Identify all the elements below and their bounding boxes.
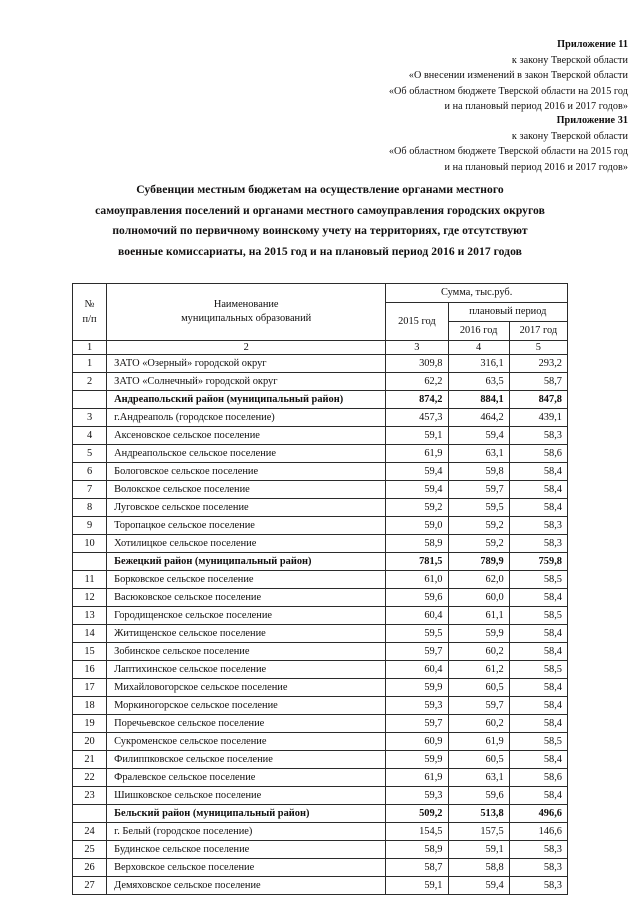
table-row (73, 787, 568, 805)
subvention-table (72, 283, 568, 895)
row-number-cell: 9 (73, 517, 107, 535)
row-number-cell: 13 (73, 607, 107, 625)
page-title (40, 180, 600, 262)
row-value-2016-cell: 464,2 (448, 409, 509, 427)
subvention-table-container (72, 283, 568, 895)
row-value-2017-cell: 58,5 (509, 733, 567, 751)
row-number-cell: 3 (73, 409, 107, 427)
row-number-cell: 21 (73, 751, 107, 769)
row-value-2017-cell: 496,6 (509, 805, 567, 823)
row-number-cell: 1 (73, 355, 107, 373)
table-row (73, 445, 568, 463)
row-name-cell: Моркиногорское сельское поселение (107, 697, 386, 715)
table-row (73, 409, 568, 427)
row-value-2015-cell: 61,9 (386, 769, 448, 787)
row-value-2016-cell: 60,0 (448, 589, 509, 607)
page-title-line-4: военные комиссариаты, на 2015 год и на плановый период 2016 и 2017 годов (118, 244, 522, 258)
row-value-2016-cell: 59,7 (448, 481, 509, 499)
row-value-2017-cell: 58,4 (509, 643, 567, 661)
table-row (73, 373, 568, 391)
table-row (73, 355, 568, 373)
appendix-11-line-3: «О внесении изменений в закон Тверской области (408, 70, 628, 81)
row-name-cell: Андреапольский район (муниципальный район) (107, 391, 386, 409)
table-row (73, 643, 568, 661)
row-name-cell: Васюковское сельское поселение (107, 589, 386, 607)
row-value-2015-cell: 60,9 (386, 733, 448, 751)
row-value-2017-cell: 58,4 (509, 589, 567, 607)
table-body (73, 355, 568, 895)
row-value-2015-cell: 59,0 (386, 517, 448, 535)
appendix-11-line-2: к закону Тверской области (511, 54, 628, 66)
row-name-cell: Бежецкий район (муниципальный район) (107, 553, 386, 571)
row-number-cell: 27 (73, 877, 107, 895)
row-value-2015-cell: 59,9 (386, 751, 448, 769)
row-name-cell: Филиппковское сельское поселение (107, 751, 386, 769)
header-year-2015: 2015 год (386, 303, 448, 341)
header-year-2017: 2017 год (509, 322, 567, 341)
table-row (73, 427, 568, 445)
row-value-2015-cell: 59,3 (386, 787, 448, 805)
header-name-line-2: муниципальных образований (181, 313, 312, 324)
row-value-2016-cell: 59,4 (448, 877, 509, 895)
table-header (73, 284, 568, 355)
page-title-line-1: Субвенции местным бюджетам на осуществление органами местного (136, 183, 504, 196)
row-value-2015-cell: 58,9 (386, 841, 448, 859)
row-value-2017-cell: 58,3 (509, 877, 567, 895)
row-value-2016-cell: 59,2 (448, 535, 509, 553)
row-value-2015-cell: 59,4 (386, 481, 448, 499)
row-name-cell: Лаптихинское сельское поселение (107, 661, 386, 679)
row-number-cell (73, 553, 107, 571)
row-value-2017-cell: 58,6 (509, 445, 567, 463)
header-sum-group: Сумма, тыс.руб. (386, 284, 568, 303)
row-value-2017-cell: 58,4 (509, 697, 567, 715)
table-row (73, 715, 568, 733)
row-name-cell: Андреапольское сельское поселение (107, 445, 386, 463)
row-value-2015-cell: 59,9 (386, 679, 448, 697)
appendix-31-title: Приложение 31 (556, 115, 628, 126)
row-number-cell: 6 (73, 463, 107, 481)
appendix-reference-block-2 (389, 113, 628, 175)
row-name-cell: Поречьевское сельское поселение (107, 715, 386, 733)
row-value-2016-cell: 59,5 (448, 499, 509, 517)
row-value-2016-cell: 63,5 (448, 373, 509, 391)
row-value-2016-cell: 63,1 (448, 769, 509, 787)
row-value-2016-cell: 59,7 (448, 697, 509, 715)
row-value-2016-cell: 61,2 (448, 661, 509, 679)
table-row (73, 751, 568, 769)
row-value-2017-cell: 58,3 (509, 427, 567, 445)
row-number-cell: 10 (73, 535, 107, 553)
row-value-2015-cell: 59,4 (386, 463, 448, 481)
row-number-cell: 7 (73, 481, 107, 499)
table-row (73, 733, 568, 751)
row-value-2017-cell: 146,6 (509, 823, 567, 841)
column-key-3: 3 (386, 341, 448, 355)
row-value-2017-cell: 58,5 (509, 661, 567, 679)
page-title-line-2: самоуправления поселений и органами местного самоуправления городских округов (95, 203, 545, 217)
row-name-cell: ЗАТО «Озерный» городской округ (107, 355, 386, 373)
row-value-2017-cell: 58,4 (509, 499, 567, 517)
row-number-cell: 11 (73, 571, 107, 589)
table-row (73, 625, 568, 643)
row-number-cell: 25 (73, 841, 107, 859)
row-value-2015-cell: 61,9 (386, 445, 448, 463)
row-value-2016-cell: 316,1 (448, 355, 509, 373)
row-name-cell: Михайловогорское сельское поселение (107, 679, 386, 697)
row-number-cell: 5 (73, 445, 107, 463)
row-value-2016-cell: 62,0 (448, 571, 509, 589)
row-number-cell: 22 (73, 769, 107, 787)
row-name-cell: Торопацкое сельское поселение (107, 517, 386, 535)
row-value-2015-cell: 59,1 (386, 427, 448, 445)
row-value-2015-cell: 309,8 (386, 355, 448, 373)
table-row (73, 589, 568, 607)
column-key-1: 1 (73, 341, 107, 355)
row-number-cell: 14 (73, 625, 107, 643)
table-row (73, 517, 568, 535)
appendix-11-line-4: «Об областном бюджете Тверской области на 2015 год (388, 85, 628, 97)
row-name-cell: Бологовское сельское поселение (107, 463, 386, 481)
table-row (73, 571, 568, 589)
row-number-cell: 8 (73, 499, 107, 517)
table-group-row (73, 805, 568, 823)
appendix-11-line-5: и на плановый период 2016 и 2017 годов» (444, 101, 628, 112)
row-name-cell: Городищенское сельское поселение (107, 607, 386, 625)
appendix-11-title: Приложение 11 (557, 39, 628, 50)
row-value-2017-cell: 58,6 (509, 769, 567, 787)
row-value-2017-cell: 58,5 (509, 571, 567, 589)
row-value-2016-cell: 59,8 (448, 463, 509, 481)
row-number-cell: 15 (73, 643, 107, 661)
row-value-2015-cell: 457,3 (386, 409, 448, 427)
row-value-2017-cell: 58,3 (509, 535, 567, 553)
row-value-2016-cell: 884,1 (448, 391, 509, 409)
row-value-2015-cell: 59,5 (386, 625, 448, 643)
row-name-cell: Фралевское сельское поселение (107, 769, 386, 787)
row-name-cell: Волокское сельское поселение (107, 481, 386, 499)
row-value-2016-cell: 157,5 (448, 823, 509, 841)
table-row (73, 535, 568, 553)
row-value-2016-cell: 789,9 (448, 553, 509, 571)
row-value-2015-cell: 781,5 (386, 553, 448, 571)
row-value-2016-cell: 60,5 (448, 679, 509, 697)
column-key-4: 4 (448, 341, 509, 355)
row-value-2017-cell: 293,2 (509, 355, 567, 373)
header-year-2016: 2016 год (448, 322, 509, 341)
column-key-5: 5 (509, 341, 567, 355)
appendix-31-line-3: «Об областном бюджете Тверской области на 2015 год (388, 146, 628, 157)
row-number-cell: 4 (73, 427, 107, 445)
row-value-2015-cell: 154,5 (386, 823, 448, 841)
row-number-cell (73, 805, 107, 823)
row-name-cell: ЗАТО «Солнечный» городской округ (107, 373, 386, 391)
appendix-reference-block-1 (389, 37, 628, 115)
table-row (73, 679, 568, 697)
table-group-row (73, 553, 568, 571)
row-value-2015-cell: 59,3 (386, 697, 448, 715)
row-name-cell: Демяховское сельское поселение (107, 877, 386, 895)
row-value-2015-cell: 59,6 (386, 589, 448, 607)
table-column-key-row (73, 341, 568, 355)
column-key-2: 2 (107, 341, 386, 355)
row-name-cell: Житищенское сельское поселение (107, 625, 386, 643)
row-value-2016-cell: 61,9 (448, 733, 509, 751)
row-value-2017-cell: 58,7 (509, 373, 567, 391)
row-name-cell: Аксеновское сельское поселение (107, 427, 386, 445)
row-value-2015-cell: 60,4 (386, 661, 448, 679)
row-name-cell: Шишковское сельское поселение (107, 787, 386, 805)
row-value-2016-cell: 60,2 (448, 643, 509, 661)
row-value-2015-cell: 509,2 (386, 805, 448, 823)
row-value-2017-cell: 58,4 (509, 715, 567, 733)
row-number-cell: 23 (73, 787, 107, 805)
row-value-2017-cell: 58,5 (509, 607, 567, 625)
row-name-cell: Луговское сельское поселение (107, 499, 386, 517)
row-value-2016-cell: 59,2 (448, 517, 509, 535)
row-value-2016-cell: 60,5 (448, 751, 509, 769)
header-plan-group: плановый период (448, 303, 568, 322)
appendix-31-line-4: и на плановый период 2016 и 2017 годов» (444, 161, 628, 173)
row-number-cell: 2 (73, 373, 107, 391)
row-number-cell: 19 (73, 715, 107, 733)
row-number-cell: 20 (73, 733, 107, 751)
table-row (73, 769, 568, 787)
row-value-2015-cell: 60,4 (386, 607, 448, 625)
table-row (73, 463, 568, 481)
table-row (73, 859, 568, 877)
row-value-2016-cell: 59,9 (448, 625, 509, 643)
row-value-2017-cell: 58,4 (509, 463, 567, 481)
table-row (73, 499, 568, 517)
row-value-2016-cell: 60,2 (448, 715, 509, 733)
row-number-cell: 16 (73, 661, 107, 679)
row-value-2015-cell: 874,2 (386, 391, 448, 409)
row-value-2016-cell: 59,6 (448, 787, 509, 805)
row-name-cell: г.Андреаполь (городское поселение) (107, 409, 386, 427)
row-number-cell: 17 (73, 679, 107, 697)
row-value-2015-cell: 58,7 (386, 859, 448, 877)
row-value-2015-cell: 58,9 (386, 535, 448, 553)
row-value-2017-cell: 58,3 (509, 841, 567, 859)
row-number-cell: 12 (73, 589, 107, 607)
row-number-cell: 18 (73, 697, 107, 715)
row-name-cell: г. Белый (городское поселение) (107, 823, 386, 841)
row-value-2017-cell: 847,8 (509, 391, 567, 409)
row-value-2015-cell: 59,1 (386, 877, 448, 895)
row-value-2016-cell: 61,1 (448, 607, 509, 625)
row-value-2017-cell: 759,8 (509, 553, 567, 571)
header-name-line-1: Наименование (213, 299, 279, 310)
row-value-2017-cell: 58,4 (509, 679, 567, 697)
table-row (73, 481, 568, 499)
row-value-2017-cell: 58,4 (509, 751, 567, 769)
appendix-31-line-2: к закону Тверской области (511, 130, 628, 142)
row-value-2016-cell: 63,1 (448, 445, 509, 463)
row-value-2015-cell: 59,2 (386, 499, 448, 517)
row-value-2016-cell: 59,1 (448, 841, 509, 859)
row-value-2017-cell: 58,3 (509, 517, 567, 535)
row-value-2016-cell: 59,4 (448, 427, 509, 445)
row-name-cell: Зобинское сельское поселение (107, 643, 386, 661)
row-name-cell: Бельский район (муниципальный район) (107, 805, 386, 823)
table-row (73, 661, 568, 679)
row-name-cell: Хотилицкое сельское поселение (107, 535, 386, 553)
table-header-row-1 (73, 284, 568, 303)
row-value-2015-cell: 61,0 (386, 571, 448, 589)
row-number-cell: 26 (73, 859, 107, 877)
row-name-cell: Сукроменское сельское поселение (107, 733, 386, 751)
table-group-row (73, 391, 568, 409)
table-row (73, 607, 568, 625)
row-value-2015-cell: 59,7 (386, 643, 448, 661)
header-number-column (73, 284, 107, 341)
row-value-2017-cell: 58,4 (509, 625, 567, 643)
row-value-2017-cell: 58,3 (509, 859, 567, 877)
row-number-cell (73, 391, 107, 409)
row-name-cell: Будинское сельское поселение (107, 841, 386, 859)
row-value-2017-cell: 439,1 (509, 409, 567, 427)
row-name-cell: Верховское сельское поселение (107, 859, 386, 877)
row-name-cell: Борковское сельское поселение (107, 571, 386, 589)
table-row (73, 823, 568, 841)
table-row (73, 841, 568, 859)
header-number-line-1: № (84, 299, 95, 310)
table-row (73, 697, 568, 715)
table-row (73, 877, 568, 895)
row-value-2017-cell: 58,4 (509, 787, 567, 805)
row-value-2015-cell: 59,7 (386, 715, 448, 733)
row-number-cell: 24 (73, 823, 107, 841)
row-value-2015-cell: 62,2 (386, 373, 448, 391)
row-value-2017-cell: 58,4 (509, 481, 567, 499)
page-title-line-3: полномочий по первичному воинскому учету на территориях, где отсутствуют (112, 224, 528, 237)
header-name-column (107, 284, 386, 341)
row-value-2016-cell: 513,8 (448, 805, 509, 823)
row-value-2016-cell: 58,8 (448, 859, 509, 877)
header-number-line-2: п/п (82, 314, 97, 325)
